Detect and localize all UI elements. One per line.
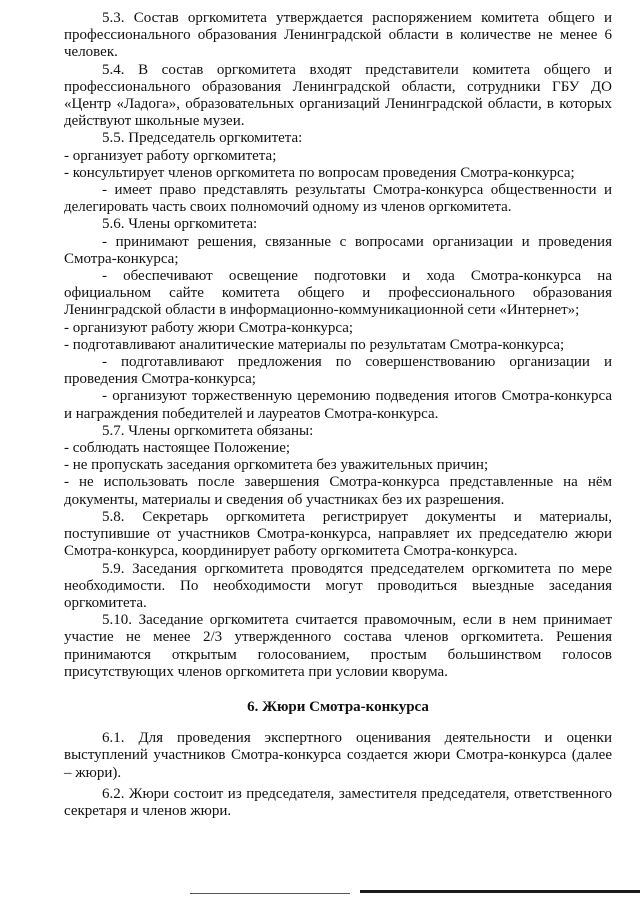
list-item: - обеспечивают освещение подготовки и хода Смотра-конкурса на официальном сайте комитета общего и профессионального образования Ленинградской области в информационно-коммуникационной сети «Интернет»; [64,268,612,319]
paragraph-6-1: 6.1. Для проведения экспертного оценивания деятельности и оценки выступлений участников Смотра-конкурса создается жюри Смотра-конкурса (далее – жюри). [64,730,612,781]
list-item: - подготавливают предложения по совершенствованию организации и проведения Смотра-конкурса; [64,354,612,388]
list-item: - подготавливают аналитические материалы по результатам Смотра-конкурса; [64,336,565,353]
page-bottom-rule-thin [190,893,350,894]
paragraph-5-5: 5.5. Председатель оргкомитета: [102,130,303,147]
list-item: - организуют торжественную церемонию подведения итогов Смотра-конкурса и награждения победителей и лауреатов Смотра-конкурса. [64,388,612,422]
paragraph-5-6: 5.6. Члены оргкомитета: [102,216,258,233]
paragraph-6-2: 6.2. Жюри состоит из председателя, заместителя председателя, ответственного секретаря и членов жюри. [64,785,612,819]
paragraph-5-8: 5.8. Секретарь оргкомитета регистрирует документы и материалы, поступившие от участников Смотра-конкурса, направляет их председателю жюри Смотра-конкурса, координирует работу оргкомитета Смотра-конкурса. [64,508,612,560]
document-body [64,10,612,820]
paragraph-5-10: 5.10. Заседание оргкомитета считается правомочным, если в нем принимает участие не менее 2/3 утвержденного состава членов оргкомитета. Решения принимаются открытым голосованием, простым большинством голосов присутствующих членов оргкомитета при условии кворума. [64,612,612,680]
list-item: - не пропускать заседания оргкомитета без уважительных причин; [64,457,489,474]
list-item: - имеет право представлять результаты Смотра-конкурса общественности и делегировать часть своих полномочий одному из членов оргкомитета. [64,182,612,216]
paragraph-5-3: 5.3. Состав оргкомитета утверждается распоряжением комитета общего и профессионального образования Ленинградской области в количестве не менее 6 человек. [64,10,612,61]
list-item: - консультирует членов оргкомитета по вопросам проведения Смотра-конкурса; [64,164,575,181]
list-item: - не использовать после завершения Смотра-конкурса представленные на нём документы, материалы и сведения об участниках без их разрешения. [64,474,612,508]
list-item: - организуют работу жюри Смотра-конкурса; [64,319,354,336]
list-item: - принимают решения, связанные с вопросами организации и проведения Смотра-конкурса; [64,233,612,267]
paragraph-5-7: 5.7. Члены оргкомитета обязаны: [102,422,314,439]
section-heading: 6. Жюри Смотра-конкурса [247,698,429,715]
list-item: - соблюдать настоящее Положение; [64,440,291,457]
paragraph-5-4: 5.4. В состав оргкомитета входят представители комитета общего и профессионального образования Ленинградской области, сотрудники ГБУ ДО «Центр «Ладога», образовательных организаций Ленинградской области, в которых действуют школьные музеи. [64,61,612,130]
page-bottom-rule [360,890,640,893]
paragraph-5-9: 5.9. Заседания оргкомитета проводятся председателем оргкомитета по мере необходимости. По необходимости могут проводиться выездные заседания оргкомитета. [64,560,612,611]
list-item: - организует работу оргкомитета; [64,147,277,164]
